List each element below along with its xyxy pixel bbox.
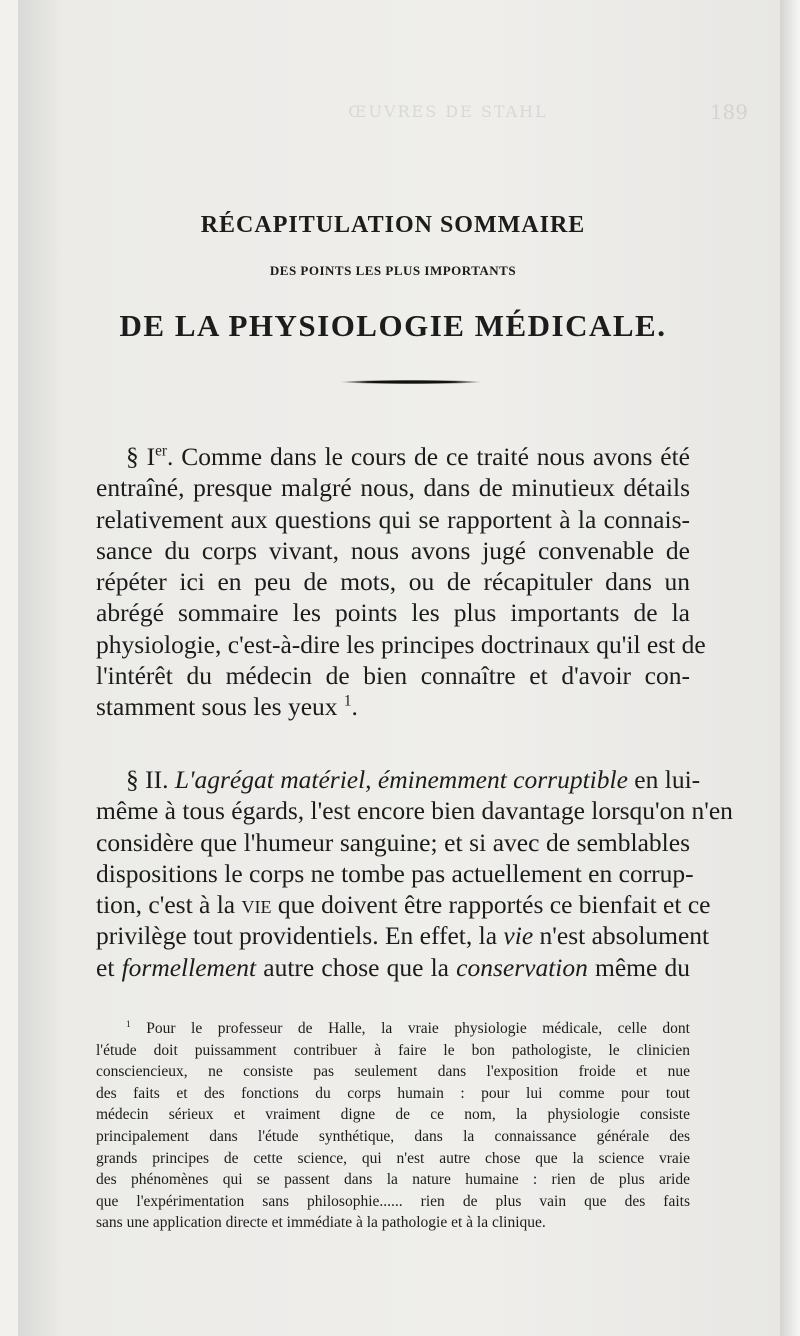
- text-line: physiologie, c'est-à-dire les principes doctrinaux qu'il est de: [96, 629, 706, 659]
- text-line: [96, 441, 690, 472]
- italic-word: conservation: [456, 952, 588, 982]
- line-text: tion, c'est à la: [96, 890, 242, 920]
- chapter-subtitle: DES POINTS LES PLUS IMPORTANTS: [269, 263, 517, 278]
- footnote-line: médecin sérieux et vraiment digne de ce nom, la physiologie consiste: [96, 1106, 690, 1124]
- paragraph-section-1: [96, 441, 706, 723]
- italic-phrase: L'agrégat matériel, éminemment corruptible: [174, 765, 628, 794]
- title-rule: [341, 380, 481, 384]
- line-text: n'est absolument: [533, 921, 710, 951]
- text-line: [96, 920, 710, 951]
- paragraph-section-2: [96, 764, 733, 983]
- line-text: privilège tout providentiels. En effet, la: [96, 921, 504, 951]
- footnote-line: [96, 1018, 690, 1040]
- page-edge-shadow: [780, 0, 800, 1336]
- line-text: que doivent être rapportés ce bienfait et ce: [271, 890, 711, 920]
- footnote-line: grands principes de cette science, qui n'est autre chose que la science vraie: [96, 1149, 690, 1167]
- text-line: [96, 952, 690, 983]
- text-line: l'intérêt du médecin de bien connaître et d'avoir con-: [96, 661, 690, 691]
- line-text: Pour le professeur de Halle, la vraie physiologie médicale, celle dont: [130, 1020, 690, 1037]
- chapter-title: RÉCAPITULATION SOMMAIRE: [200, 212, 586, 238]
- book-page: [18, 0, 780, 1336]
- ghost-running-header: ŒUVRES DE STAHL: [348, 102, 548, 121]
- chapter-title-continued: DE LA PHYSIOLOGIE MÉDICALE.: [119, 308, 667, 343]
- line-text: même du: [587, 952, 690, 982]
- text-line: sance du corps vivant, nous avons jugé convenable de: [96, 535, 690, 565]
- footnote: [96, 1018, 690, 1234]
- footnote-line: des phénomènes qui se passent dans la nature humaine : rien de plus aride: [96, 1171, 690, 1189]
- footnote-line: des faits et des fonctions du corps humain : pour lui comme pour tout: [96, 1084, 690, 1102]
- footnote-mark: 1: [126, 1019, 131, 1030]
- text-line: dispositions le corps ne tombe pas actuellement en corrup-: [96, 858, 694, 888]
- line-text: stamment sous les yeux: [96, 692, 338, 722]
- footnote-line: consciencieux, ne consiste pas seulement dans l'exposition froide et nue: [96, 1063, 690, 1081]
- line-text: . Comme dans le cours de ce traité nous avons été: [167, 442, 690, 471]
- italic-word: vie: [503, 921, 534, 951]
- footnote-line: que l'expérimentation sans philosophie...... rien de plus vain que des faits: [96, 1192, 690, 1210]
- footnote-line: principalement dans l'étude synthétique, dans la connaissance générale des: [96, 1127, 690, 1145]
- text-line: même à tous égards, l'est encore bien davantage lorsqu'on n'en: [96, 796, 733, 826]
- text-line: [96, 691, 690, 722]
- text-line: [96, 764, 701, 795]
- footnote-line: l'étude doit puissamment contribuer à faire le bon pathologiste, le clinicien: [96, 1041, 690, 1059]
- text-line: entraîné, presque malgré nous, dans de minutieux détails: [96, 473, 690, 503]
- text-line: répéter ici en peu de mots, ou de récapituler dans un: [96, 567, 690, 597]
- text-line: abrégé sommaire les points les plus importants de la: [96, 598, 690, 628]
- text-line: considère que l'humeur sanguine; et si avec de semblables: [96, 827, 690, 857]
- footnote-line: sans une application directe et immédiate à la pathologie et à la clinique.: [96, 1214, 546, 1232]
- bleed-through-text: [78, 95, 800, 425]
- small-caps-word: vie: [241, 890, 272, 920]
- ghost-page-number: 189: [709, 100, 748, 124]
- line-text: .: [351, 692, 358, 722]
- line-text: en lui-: [627, 765, 701, 794]
- section-superscript: er: [155, 442, 168, 460]
- footnote-reference: 1: [343, 692, 352, 710]
- text-line: relativement aux questions qui se rapportent à la connais-: [96, 504, 690, 534]
- line-text: et: [96, 952, 122, 982]
- italic-word: formellement: [121, 952, 257, 982]
- line-text: autre chose que la: [256, 952, 457, 982]
- section-mark: § II.: [126, 765, 175, 794]
- text-line: [96, 889, 711, 920]
- section-mark: § I: [126, 442, 156, 471]
